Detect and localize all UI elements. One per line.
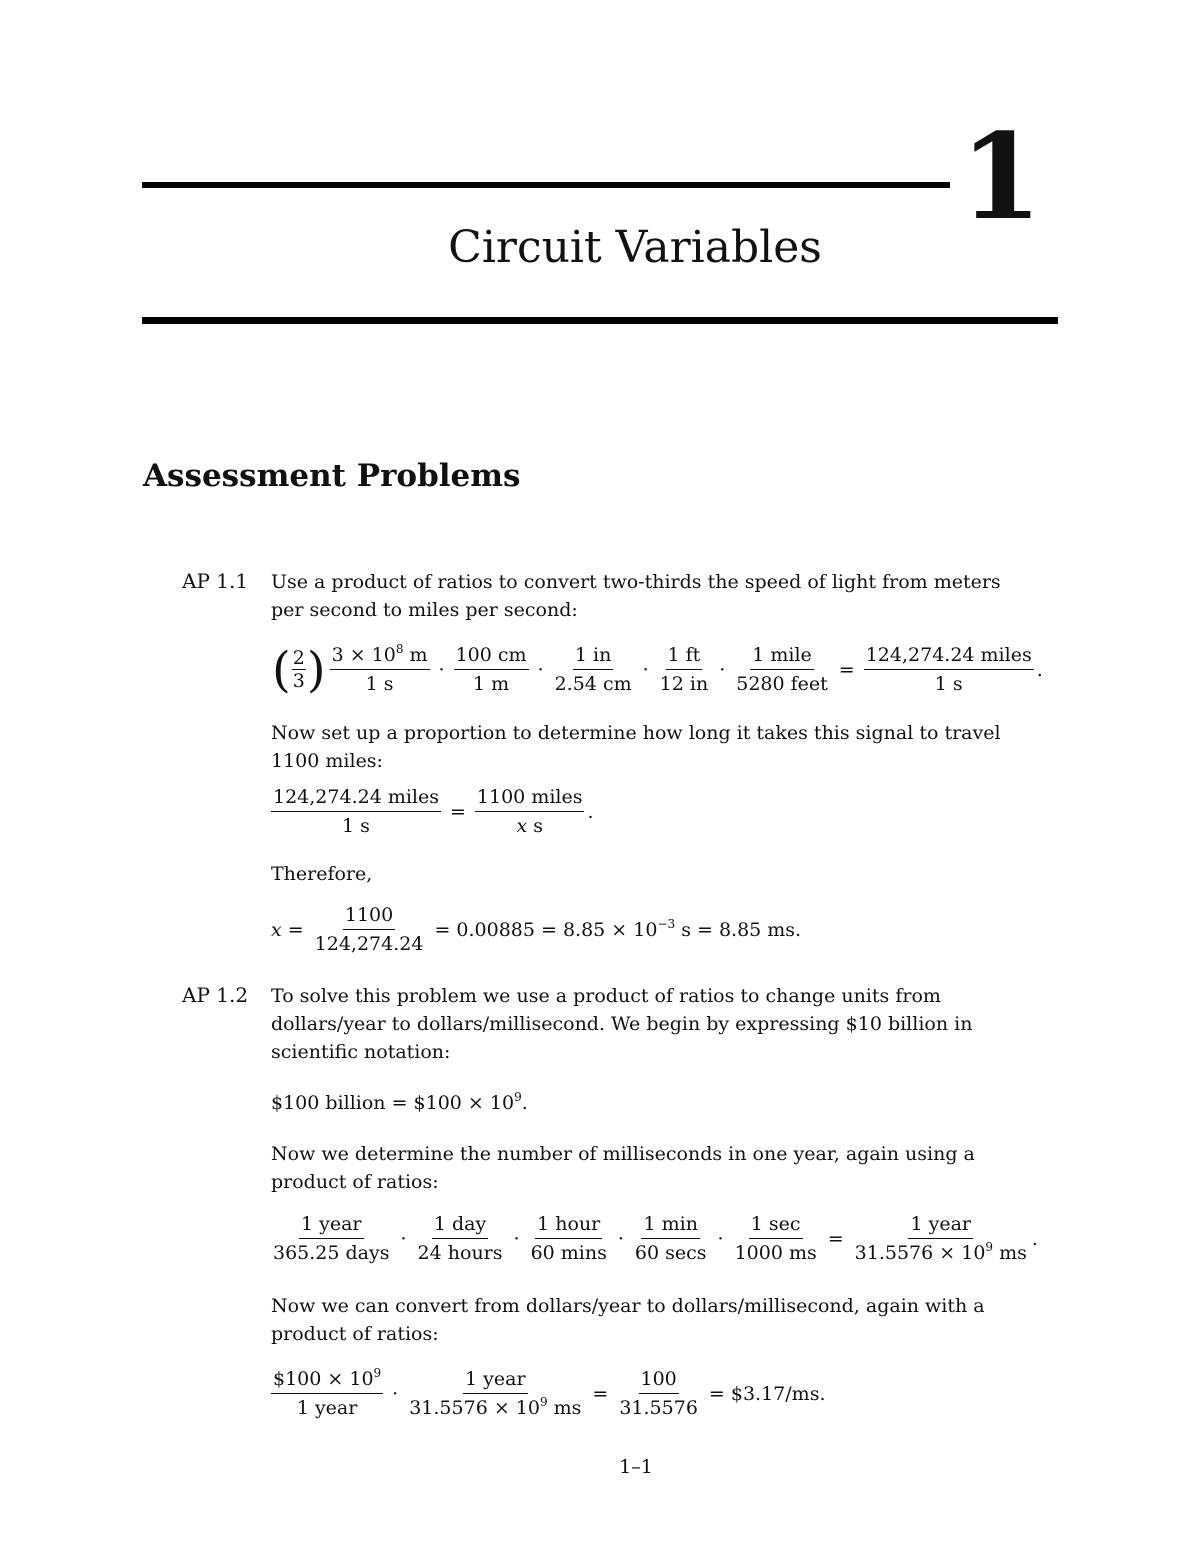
fraction-denominator: 1000 ms [734, 1242, 817, 1264]
fraction-denominator: 1 s [342, 815, 370, 837]
equals-sign: = [450, 800, 466, 823]
ap11-intro-line2: per second to miles per second: [271, 599, 578, 621]
ap11-therefore: Therefore, [271, 863, 373, 885]
problem-label-ap12: AP 1.2 [182, 983, 249, 1007]
fraction-hour-per-mins [529, 1213, 609, 1264]
fraction-cm-per-m [454, 644, 529, 695]
final-result: = $3.17/ms. [708, 1382, 826, 1405]
fraction-denominator: $31.5576 \times 10^9$ ms [854, 1240, 1027, 1264]
fraction-numerator: 1 year [463, 1368, 528, 1394]
fraction-sec-per-ms [733, 1213, 819, 1264]
page-number: 1–1 [619, 1456, 653, 1478]
section-heading: Assessment Problems [143, 458, 521, 494]
fraction-denominator: 1 m [472, 673, 510, 695]
ap12-equation-milliseconds [271, 1213, 1038, 1264]
ap11-text2-line2: 1100 miles: [271, 750, 383, 772]
period: . [587, 800, 594, 823]
multiply-dot: · [392, 1382, 399, 1405]
multiply-dot: · [617, 1227, 624, 1250]
fraction-year-per-days [271, 1213, 392, 1264]
fraction-denominator: 1 year [296, 1397, 358, 1419]
fraction-time [313, 904, 426, 955]
ap11-intro-line1: Use a product of ratios to convert two-thirds the speed of light from meters [271, 571, 1001, 593]
ap12-text3-line2: product of ratios: [271, 1323, 439, 1345]
fraction-denominator: 12 in [659, 673, 709, 695]
ap12-intro-line3: scientific notation: [271, 1041, 451, 1063]
multiply-dot: · [438, 658, 445, 681]
ap11-equation-proportion [271, 786, 594, 837]
fraction-numerator: 1 mile [750, 644, 814, 670]
fraction-miles-per-x-seconds [475, 786, 585, 837]
fraction-numerator: 1 year [908, 1213, 973, 1239]
fraction-denominator: 3 [292, 670, 305, 692]
fraction-numerator: 1 day [432, 1213, 488, 1239]
fraction-numerator: 1 hour [535, 1213, 602, 1239]
chapter-number: 1 [960, 107, 1043, 246]
chapter-top-rule [142, 182, 950, 188]
equals-sign: = [287, 918, 304, 941]
ap12-intro-line2: dollars/year to dollars/millisecond. We begin by expressing $10 billion in [271, 1013, 973, 1035]
fraction-dollars-per-year [271, 1368, 383, 1419]
fraction-denominator: 60 secs [634, 1242, 707, 1264]
fraction-numerator: 1 min [641, 1213, 699, 1239]
fraction-numerator: 124,274.24 miles [271, 786, 441, 812]
fraction-denominator: 1 s [934, 673, 963, 695]
ap12-equation-billion: $100 billion = $100 × $10^9$. [271, 1090, 528, 1114]
ap12-intro-line1: To solve this problem we use a product of ratios to change units from [271, 985, 941, 1007]
multiply-dot: · [537, 658, 544, 681]
multiply-dot: · [717, 1227, 724, 1250]
fraction-numerator: 1 ft [666, 644, 703, 670]
fraction-numerator: 100 [639, 1368, 679, 1394]
fraction-numerator: 100 cm [454, 644, 529, 670]
fraction-min-per-secs [633, 1213, 709, 1264]
fraction-numerator: 1100 [343, 904, 395, 930]
ap11-text2-line1: Now set up a proportion to determine how long it takes this signal to travel [271, 722, 1001, 744]
fraction-denominator: 2.54 cm [554, 673, 632, 695]
fraction-denominator: 124,274.24 [314, 933, 424, 955]
fraction-denominator: 31.5576 [619, 1397, 698, 1419]
fraction-denominator: 24 hours [417, 1242, 503, 1264]
ap12-text2-line2: product of ratios: [271, 1171, 439, 1193]
variable-x: x [271, 918, 282, 941]
fraction-year-per-ms [407, 1368, 583, 1419]
ap12-text3-line1: Now we can convert from dollars/year to dollars/millisecond, again with a [271, 1295, 985, 1317]
chapter-bottom-rule [142, 317, 1058, 324]
ap11-equation-conversion [271, 641, 1043, 698]
period: . [1031, 1227, 1038, 1250]
fraction-ft-per-in [658, 644, 711, 695]
ap12-text2-line1: Now we determine the number of milliseconds in one year, again using a [271, 1143, 975, 1165]
ap12-equation-dollars-per-ms [271, 1368, 825, 1419]
equals-sign: = [838, 658, 855, 681]
fraction-denominator: 365.25 days [273, 1242, 390, 1264]
fraction-speed-of-light [330, 644, 430, 695]
fraction-denominator: 1 s [365, 673, 394, 695]
fraction-denominator: $31.5576 \times 10^9$ ms [409, 1395, 582, 1419]
fraction-numerator: 1100 miles [475, 786, 585, 812]
fraction-numerator: $100 × $10^9$ [271, 1368, 383, 1394]
fraction-numerator: 2 [292, 647, 305, 669]
fraction-result-miles-per-second [864, 644, 1034, 695]
fraction-miles-per-second [271, 786, 441, 837]
fraction-in-per-cm [553, 644, 634, 695]
fraction-numerator: $3 \times 10^8$ m [330, 644, 430, 670]
fraction-denominator: 5280 feet [736, 673, 828, 695]
fraction-mile-per-feet [734, 644, 830, 695]
problem-label-ap11: AP 1.1 [182, 569, 249, 593]
fraction-day-per-hours [416, 1213, 505, 1264]
equals-sign: = [827, 1227, 844, 1250]
multiply-dot: · [400, 1227, 407, 1250]
fraction-denominator: 60 mins [530, 1242, 607, 1264]
fraction-numerator: 1 sec [749, 1213, 803, 1239]
multiply-dot: · [719, 658, 726, 681]
fraction-two-thirds [292, 648, 306, 691]
ap11-equation-time [271, 904, 801, 955]
fraction-result-year-ms [853, 1213, 1029, 1264]
fraction-denominator: x s [516, 815, 543, 837]
fraction-numerator: 1 year [299, 1213, 364, 1239]
fraction-result [617, 1368, 700, 1419]
equals-sign: = [592, 1382, 609, 1405]
period: . [1036, 658, 1043, 681]
fraction-numerator: 1 in [573, 644, 613, 670]
left-paren: ( [272, 641, 291, 698]
chapter-title: Circuit Variables [448, 222, 822, 273]
fraction-numerator: 124,274.24 miles [864, 644, 1034, 670]
time-result: = $0.00885 = 8.85 \times 10^{-3}$ s = 8.85 ms. [434, 916, 802, 941]
multiply-dot: · [642, 658, 649, 681]
multiply-dot: · [513, 1227, 520, 1250]
right-paren: ) [306, 641, 326, 698]
